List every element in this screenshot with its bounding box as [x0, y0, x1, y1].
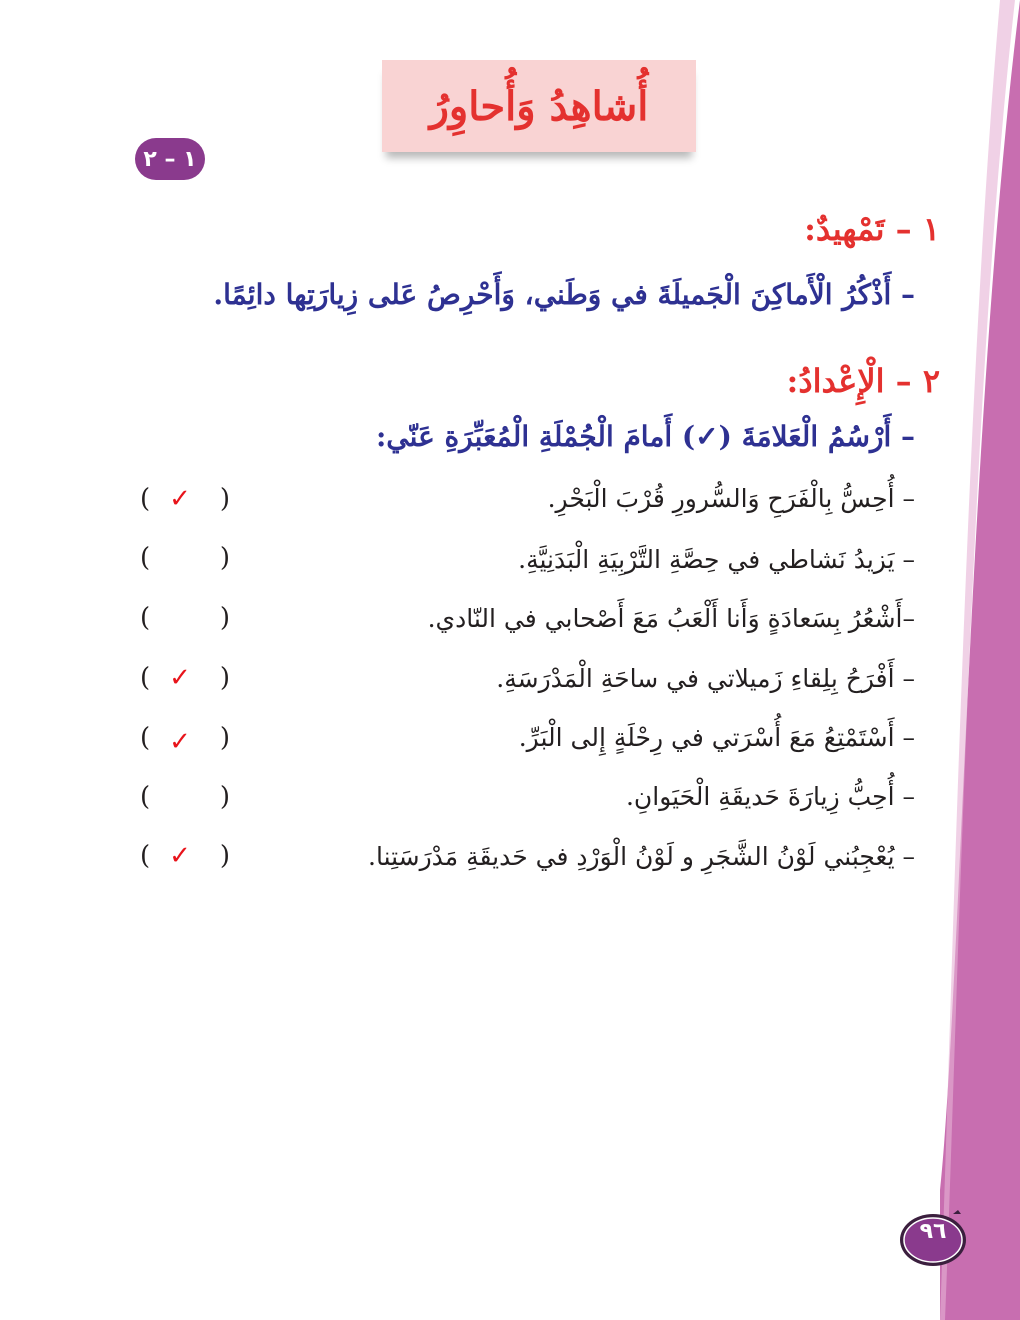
answer-box-6[interactable]	[140, 782, 230, 812]
paren-close: )	[219, 663, 230, 693]
check-mark-icon: ✓	[169, 841, 191, 871]
paren-close: )	[219, 543, 230, 573]
statement-1: – أُحِسُّ بِالْفَرَحِ وَالسُّرورِ قُرْبَ الْبَحْرِ.	[547, 484, 915, 513]
side-band-decoration	[940, 0, 1020, 1320]
statement-7: – يُعْجِبُني لَوْنُ الشَّجَرِ و لَوْنُ الْوَرْدِ في حَديقَةِ مَدْرَسَتِنا.	[368, 842, 915, 871]
paren-close: )	[219, 841, 230, 871]
paren-close: )	[219, 603, 230, 633]
paren-close: )	[219, 782, 230, 812]
title-banner	[382, 60, 696, 152]
statement-3: –أَشْعُرُ بِسَعادَةٍ وَأَنا أَلْعَبُ مَعَ أَصْحابي في النّادي.	[427, 604, 915, 633]
paren-open: (	[140, 841, 151, 871]
paren-open: (	[140, 484, 151, 514]
answer-box-3[interactable]	[140, 603, 230, 633]
check-mark-icon: ✓	[169, 663, 191, 693]
answer-box-2[interactable]	[140, 543, 230, 573]
statement-4: – أَفْرَحُ بِلِقاءِ زَميلاتي في ساحَةِ الْمَدْرَسَةِ.	[496, 664, 915, 693]
check-mark-icon: ✓	[169, 484, 191, 514]
check-mark-icon: ✓	[169, 727, 191, 757]
section-1-heading: ١ – تَمْهيدٌ:	[804, 210, 940, 248]
paren-close: )	[219, 484, 230, 514]
statement-5: – أَسْتَمْتِعُ مَعَ أُسْرَتي في رِحْلَةٍ إِلى الْبَرِّ.	[518, 723, 915, 752]
page-number: ٩٦	[919, 1219, 947, 1244]
paren-open: (	[140, 782, 151, 812]
section-1-instruction: – أَذْكُرُ الْأَماكِنَ الْجَميلَةَ في وَطَني، وَأَحْرِصُ عَلى زِيارَتِها دائِمًا.	[213, 278, 915, 311]
paren-open: (	[140, 723, 151, 753]
paren-close: )	[219, 723, 230, 753]
page-title: أُشاهِدُ وَأُحاوِرُ	[429, 82, 649, 130]
lesson-number-badge	[135, 138, 205, 180]
lesson-number: ١ – ٢	[143, 146, 197, 172]
section-2-instruction: – أَرْسُمُ الْعَلامَةَ (✓) أَمامَ الْجُمْلَةِ الْمُعَبِّرَةِ عَنّي:	[375, 420, 915, 453]
statement-6: – أُحِبُّ زِيارَةَ حَديقَةِ الْحَيَوانِ.	[625, 782, 915, 811]
section-2-heading: ٢ – الْإِعْدادُ:	[786, 362, 940, 400]
paren-open: (	[140, 603, 151, 633]
statement-2: – يَزيدُ نَشاطي في حِصَّةِ التَّرْبِيَةِ الْبَدَنِيَّةِ.	[518, 545, 915, 574]
paren-open: (	[140, 543, 151, 573]
paren-open: (	[140, 663, 151, 693]
